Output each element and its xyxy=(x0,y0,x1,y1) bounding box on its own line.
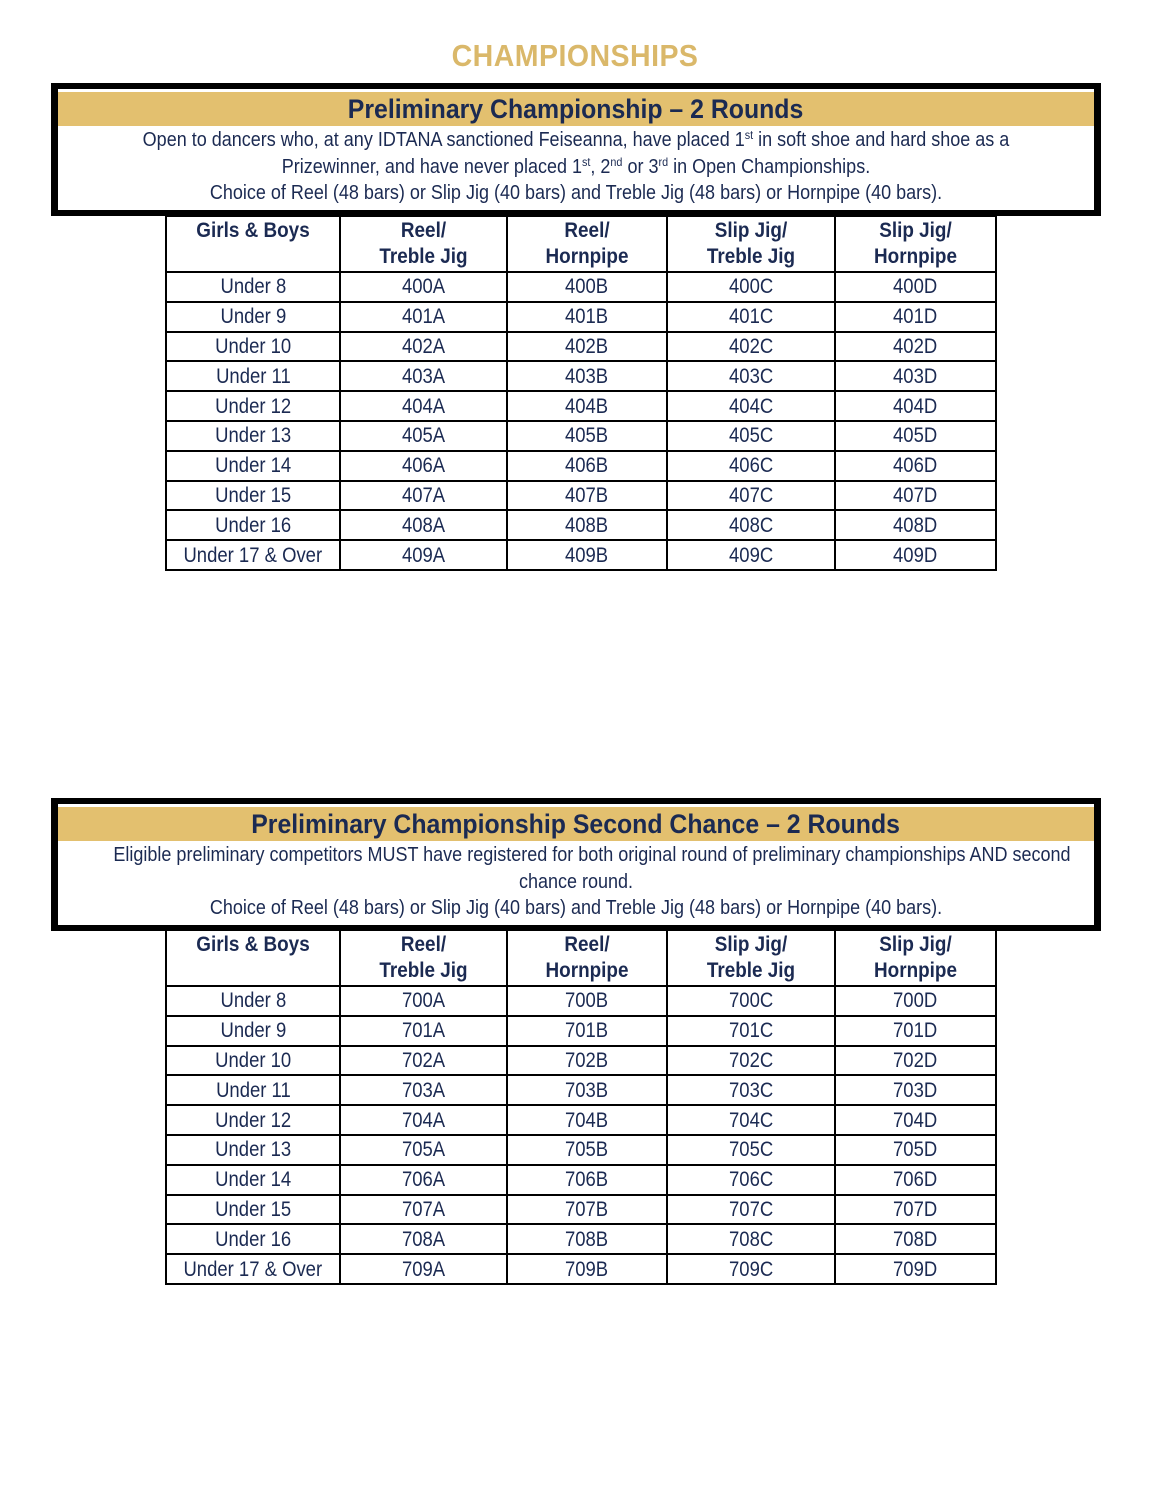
competition-number-text: 708A xyxy=(401,1227,446,1251)
column-header xyxy=(166,930,340,986)
competition-number-text: 708D xyxy=(893,1227,938,1251)
age-group-text: Under 14 xyxy=(214,454,292,478)
competition-number-cell xyxy=(667,481,835,511)
description-text: Choice of Reel (48 bars) or Slip Jig (40 bars) and Treble Jig (48 bars) or Hornpipe (40 bars). xyxy=(209,897,943,919)
table-row xyxy=(166,1075,996,1105)
competition-number-text: 400A xyxy=(401,275,446,299)
competition-number-text: 709B xyxy=(565,1257,609,1281)
table-row xyxy=(166,1135,996,1165)
column-header-text: Treble Jig xyxy=(706,959,796,982)
competition-number-cell xyxy=(667,1105,835,1135)
competition-number-cell xyxy=(507,1016,667,1046)
table-row xyxy=(166,1254,996,1284)
competition-number-text: 709A xyxy=(401,1257,446,1281)
competition-number-text: 701C xyxy=(728,1019,774,1043)
column-header-text: Slip Jig/ xyxy=(879,219,952,242)
column-header-text: Treble Jig xyxy=(706,245,796,268)
column-header-text: Girls & Boys xyxy=(196,933,310,956)
table-row xyxy=(166,1224,996,1254)
competition-number-cell xyxy=(507,481,667,511)
age-group-text: Under 14 xyxy=(214,1168,292,1192)
competition-number-cell xyxy=(835,421,996,451)
competition-number-text: 706D xyxy=(893,1168,938,1192)
table-row xyxy=(166,1105,996,1135)
competition-number-cell xyxy=(835,540,996,570)
competition-number-cell xyxy=(667,1254,835,1284)
description-line xyxy=(113,842,1071,869)
competition-number-text: 407A xyxy=(401,483,446,507)
age-group-text: Under 13 xyxy=(214,424,292,448)
age-group-text: Under 11 xyxy=(215,1078,291,1102)
age-group-cell xyxy=(166,1195,340,1225)
competition-number-cell xyxy=(507,361,667,391)
competition-number-cell xyxy=(507,540,667,570)
age-group-cell xyxy=(166,1075,340,1105)
competition-number-text: 406C xyxy=(728,454,774,478)
competition-number-text: 704A xyxy=(401,1108,446,1132)
age-group-cell xyxy=(166,1016,340,1046)
competition-number-cell xyxy=(340,361,507,391)
description-text: , 2 xyxy=(590,155,611,178)
competition-number-text: 404C xyxy=(728,394,774,418)
description-line xyxy=(113,895,1038,922)
table-row xyxy=(166,451,996,481)
competition-number-cell xyxy=(835,1075,996,1105)
competition-number-text: 706C xyxy=(728,1168,774,1192)
age-group-text: Under 17 & Over xyxy=(183,543,323,567)
competition-number-cell xyxy=(667,1016,835,1046)
competition-number-cell xyxy=(340,986,507,1016)
competition-number-cell xyxy=(340,451,507,481)
competition-number-cell xyxy=(507,421,667,451)
competition-number-text: 704C xyxy=(728,1108,774,1132)
competition-number-cell xyxy=(835,1135,996,1165)
age-group-cell xyxy=(166,481,340,511)
column-header-text: Slip Jig/ xyxy=(879,933,952,956)
competition-number-text: 401A xyxy=(401,305,446,329)
column-header-text: Reel/ xyxy=(400,933,447,956)
age-group-text: Under 9 xyxy=(220,305,286,329)
competition-number-text: 705A xyxy=(401,1138,446,1162)
age-group-text: Under 11 xyxy=(215,364,291,388)
column-header xyxy=(667,930,835,986)
column-header xyxy=(667,216,835,272)
description-line xyxy=(113,180,1038,207)
age-group-text: Under 15 xyxy=(214,483,292,507)
section-1-info-box xyxy=(51,83,1101,216)
table-row xyxy=(166,510,996,540)
competition-number-text: 702D xyxy=(893,1048,938,1072)
competition-number-cell xyxy=(667,451,835,481)
competition-number-text: 701B xyxy=(565,1019,609,1043)
competition-number-cell xyxy=(835,302,996,332)
column-header xyxy=(340,930,507,986)
column-header-text: Treble Jig xyxy=(379,245,468,268)
column-header-text: Slip Jig/ xyxy=(714,219,788,242)
competition-number-cell xyxy=(667,1135,835,1165)
competition-number-text: 707B xyxy=(565,1197,609,1221)
section-2-info-box xyxy=(51,798,1101,931)
competition-number-cell xyxy=(835,1224,996,1254)
competition-number-text: 403A xyxy=(401,364,446,388)
table-row xyxy=(166,361,996,391)
competition-number-cell xyxy=(507,1046,667,1076)
competition-number-text: 400B xyxy=(565,275,609,299)
table-row xyxy=(166,391,996,421)
competition-number-text: 407D xyxy=(893,483,938,507)
age-group-cell xyxy=(166,510,340,540)
table-header-row xyxy=(166,930,996,986)
age-group-cell xyxy=(166,272,340,302)
competition-number-text: 700A xyxy=(401,989,446,1013)
competition-number-text: 709C xyxy=(728,1257,774,1281)
competition-number-text: 401B xyxy=(565,305,609,329)
competition-number-text: 407C xyxy=(728,483,774,507)
age-group-text: Under 10 xyxy=(214,334,292,358)
ordinal-suffix: st xyxy=(581,154,591,169)
competition-number-cell xyxy=(835,1254,996,1284)
competition-number-cell xyxy=(340,421,507,451)
competition-number-cell xyxy=(507,451,667,481)
description-text: chance round. xyxy=(518,870,634,893)
competition-number-text: 404B xyxy=(565,394,609,418)
competition-number-cell xyxy=(340,1046,507,1076)
competition-number-text: 701A xyxy=(401,1019,446,1043)
competition-number-cell xyxy=(507,1135,667,1165)
competition-number-cell xyxy=(667,361,835,391)
section-1-title: Preliminary Championship – 2 Rounds xyxy=(58,92,1094,126)
age-group-text: Under 8 xyxy=(220,989,286,1013)
competition-number-text: 400D xyxy=(893,275,938,299)
competition-number-cell xyxy=(835,1105,996,1135)
competition-number-cell xyxy=(835,361,996,391)
competition-number-cell xyxy=(667,1165,835,1195)
age-group-text: Under 12 xyxy=(214,394,292,418)
competition-number-cell xyxy=(667,272,835,302)
competition-number-cell xyxy=(340,1224,507,1254)
table-row xyxy=(166,272,996,302)
competition-number-text: 409A xyxy=(401,543,446,567)
age-group-text: Under 10 xyxy=(214,1048,292,1072)
competition-number-cell xyxy=(667,421,835,451)
competition-number-cell xyxy=(340,391,507,421)
competition-number-text: 402D xyxy=(893,334,938,358)
ordinal-suffix: st xyxy=(744,128,754,142)
age-group-cell xyxy=(166,421,340,451)
description-text: in Open Championships. xyxy=(668,155,871,178)
competition-number-text: 405C xyxy=(728,424,774,448)
competition-number-cell xyxy=(835,1165,996,1195)
competition-number-text: 708C xyxy=(728,1227,774,1251)
age-group-cell xyxy=(166,1254,340,1284)
age-group-text: Under 16 xyxy=(214,513,292,537)
competition-number-text: 409B xyxy=(565,543,609,567)
table-row xyxy=(166,302,996,332)
competition-number-cell xyxy=(835,1195,996,1225)
description-text: Choice of Reel (48 bars) or Slip Jig (40 bars) and Treble Jig (48 bars) or Hornpipe (40 bars). xyxy=(209,182,943,204)
age-group-text: Under 13 xyxy=(214,1138,292,1162)
table-row xyxy=(166,421,996,451)
column-header-text: Girls & Boys xyxy=(196,219,310,242)
column-header-text: Reel/ xyxy=(564,219,610,242)
age-group-cell xyxy=(166,302,340,332)
age-group-cell xyxy=(166,1135,340,1165)
competition-number-text: 402A xyxy=(401,334,446,358)
competition-number-cell xyxy=(835,1046,996,1076)
competition-number-text: 702B xyxy=(565,1048,609,1072)
competition-number-text: 703D xyxy=(893,1078,938,1102)
competition-number-text: 405D xyxy=(893,424,938,448)
description-line xyxy=(113,869,1038,896)
competition-number-text: 707A xyxy=(401,1197,446,1221)
age-group-text: Under 8 xyxy=(220,275,286,299)
competition-number-cell xyxy=(340,1254,507,1284)
competition-number-text: 403C xyxy=(728,364,774,388)
competition-number-text: 700D xyxy=(893,989,938,1013)
competition-number-cell xyxy=(340,510,507,540)
competition-number-cell xyxy=(667,1224,835,1254)
competition-number-cell xyxy=(667,391,835,421)
age-group-text: Under 12 xyxy=(214,1108,292,1132)
competition-number-cell xyxy=(667,1075,835,1105)
column-header-text: Treble Jig xyxy=(379,959,468,982)
competition-number-text: 703B xyxy=(565,1078,609,1102)
column-header-text: Hornpipe xyxy=(874,245,957,268)
competition-number-cell xyxy=(340,1135,507,1165)
section-1-competition-table xyxy=(165,215,997,571)
competition-number-text: 704D xyxy=(893,1108,938,1132)
column-header-text: Reel/ xyxy=(564,933,610,956)
table-row xyxy=(166,1046,996,1076)
age-group-text: Under 16 xyxy=(214,1227,292,1251)
competition-number-text: 707D xyxy=(893,1197,938,1221)
table-header-row xyxy=(166,216,996,272)
table-row xyxy=(166,1016,996,1046)
competition-number-text: 703A xyxy=(401,1078,446,1102)
competition-number-cell xyxy=(507,1254,667,1284)
competition-number-cell xyxy=(667,302,835,332)
column-header-text: Hornpipe xyxy=(545,245,629,268)
competition-number-text: 709D xyxy=(893,1257,938,1281)
section-1-description xyxy=(58,126,1094,210)
age-group-cell xyxy=(166,332,340,362)
competition-number-cell xyxy=(507,1105,667,1135)
competition-number-cell xyxy=(667,1046,835,1076)
competition-number-text: 403B xyxy=(565,364,609,388)
competition-number-text: 706A xyxy=(401,1168,446,1192)
description-text: in soft shoe and hard shoe as a xyxy=(753,129,1010,151)
age-group-cell xyxy=(166,540,340,570)
competition-number-text: 408C xyxy=(728,513,774,537)
description-text: Eligible preliminary competitors MUST have registered for both original round of preliminary championships AND second xyxy=(113,844,1071,866)
column-header xyxy=(507,930,667,986)
table-row xyxy=(166,1165,996,1195)
competition-number-cell xyxy=(507,986,667,1016)
competition-number-cell xyxy=(507,332,667,362)
column-header xyxy=(835,930,996,986)
age-group-cell xyxy=(166,361,340,391)
competition-number-text: 706B xyxy=(565,1168,609,1192)
competition-number-cell xyxy=(340,1165,507,1195)
age-group-cell xyxy=(166,1105,340,1135)
table-row xyxy=(166,1195,996,1225)
competition-number-text: 701D xyxy=(893,1019,938,1043)
competition-number-cell xyxy=(340,1105,507,1135)
competition-number-text: 402B xyxy=(565,334,609,358)
section-2-description xyxy=(58,841,1094,925)
column-header-text: Slip Jig/ xyxy=(714,933,788,956)
table-row xyxy=(166,481,996,511)
section-2-title: Preliminary Championship Second Chance – 2 Rounds xyxy=(58,807,1094,841)
age-group-cell xyxy=(166,1046,340,1076)
age-group-cell xyxy=(166,986,340,1016)
competition-number-text: 401D xyxy=(893,305,938,329)
page-title: CHAMPIONSHIPS xyxy=(451,38,699,73)
competition-number-cell xyxy=(507,1075,667,1105)
competition-number-text: 404D xyxy=(893,394,938,418)
competition-number-cell xyxy=(835,481,996,511)
ordinal-suffix: rd xyxy=(658,154,669,169)
age-group-cell xyxy=(166,1224,340,1254)
competition-number-cell xyxy=(340,1016,507,1046)
competition-number-text: 707C xyxy=(728,1197,774,1221)
column-header-text: Hornpipe xyxy=(874,959,957,982)
competition-number-cell xyxy=(507,272,667,302)
competition-number-text: 702A xyxy=(401,1048,446,1072)
competition-number-text: 401C xyxy=(728,305,774,329)
ordinal-suffix: nd xyxy=(610,154,623,169)
competition-number-text: 406D xyxy=(893,454,938,478)
competition-number-cell xyxy=(507,1224,667,1254)
competition-number-text: 708B xyxy=(565,1227,609,1251)
competition-number-cell xyxy=(340,332,507,362)
age-group-text: Under 9 xyxy=(220,1019,286,1043)
competition-number-cell xyxy=(507,510,667,540)
competition-number-text: 407B xyxy=(565,483,609,507)
competition-number-cell xyxy=(835,272,996,302)
competition-number-cell xyxy=(507,302,667,332)
competition-number-text: 400C xyxy=(728,275,774,299)
description-text: or 3 xyxy=(622,155,659,178)
competition-number-text: 702C xyxy=(728,1048,774,1072)
competition-number-cell xyxy=(340,1195,507,1225)
table-row xyxy=(166,332,996,362)
column-header xyxy=(166,216,340,272)
competition-number-cell xyxy=(667,540,835,570)
competition-number-cell xyxy=(835,391,996,421)
competition-number-text: 403D xyxy=(893,364,938,388)
competition-number-text: 703C xyxy=(728,1078,774,1102)
age-group-cell xyxy=(166,391,340,421)
column-header xyxy=(835,216,996,272)
competition-number-cell xyxy=(667,510,835,540)
competition-number-text: 704B xyxy=(565,1108,609,1132)
competition-number-text: 409C xyxy=(728,543,774,567)
competition-number-cell xyxy=(340,302,507,332)
competition-number-cell xyxy=(340,540,507,570)
competition-number-text: 700C xyxy=(728,989,774,1013)
section-2-competition-table xyxy=(165,929,997,1285)
competition-number-text: 405B xyxy=(565,424,609,448)
competition-number-cell xyxy=(667,1195,835,1225)
competition-number-cell xyxy=(340,481,507,511)
competition-number-cell xyxy=(835,451,996,481)
competition-number-text: 406B xyxy=(565,454,609,478)
column-header xyxy=(507,216,667,272)
competition-number-text: 405A xyxy=(401,424,446,448)
competition-number-cell xyxy=(835,332,996,362)
table-row xyxy=(166,540,996,570)
description-line xyxy=(113,127,1038,154)
competition-number-text: 409D xyxy=(893,543,938,567)
competition-number-cell xyxy=(667,986,835,1016)
age-group-cell xyxy=(166,1165,340,1195)
competition-number-text: 408B xyxy=(565,513,609,537)
competition-number-cell xyxy=(835,510,996,540)
competition-number-cell xyxy=(340,1075,507,1105)
competition-number-cell xyxy=(340,272,507,302)
column-header-text: Reel/ xyxy=(400,219,447,242)
description-text: Prizewinner, and have never placed 1 xyxy=(281,155,582,178)
competition-number-text: 408A xyxy=(401,513,446,537)
competition-number-cell xyxy=(667,332,835,362)
competition-number-cell xyxy=(835,1016,996,1046)
description-line xyxy=(113,154,1038,181)
table-row xyxy=(166,986,996,1016)
competition-number-text: 700B xyxy=(565,989,609,1013)
competition-number-cell xyxy=(507,1165,667,1195)
age-group-text: Under 17 & Over xyxy=(183,1257,323,1281)
competition-number-text: 705C xyxy=(728,1138,774,1162)
competition-number-cell xyxy=(507,391,667,421)
competition-number-cell xyxy=(835,986,996,1016)
column-header xyxy=(340,216,507,272)
competition-number-text: 404A xyxy=(401,394,446,418)
competition-number-text: 408D xyxy=(893,513,938,537)
competition-number-text: 705B xyxy=(565,1138,609,1162)
competition-number-text: 406A xyxy=(401,454,446,478)
column-header-text: Hornpipe xyxy=(545,959,629,982)
age-group-cell xyxy=(166,451,340,481)
competition-number-text: 402C xyxy=(728,334,774,358)
age-group-text: Under 15 xyxy=(214,1197,292,1221)
competition-number-cell xyxy=(507,1195,667,1225)
competition-number-text: 705D xyxy=(893,1138,938,1162)
description-text: Open to dancers who, at any IDTANA sanctioned Feiseanna, have placed 1 xyxy=(142,129,745,151)
